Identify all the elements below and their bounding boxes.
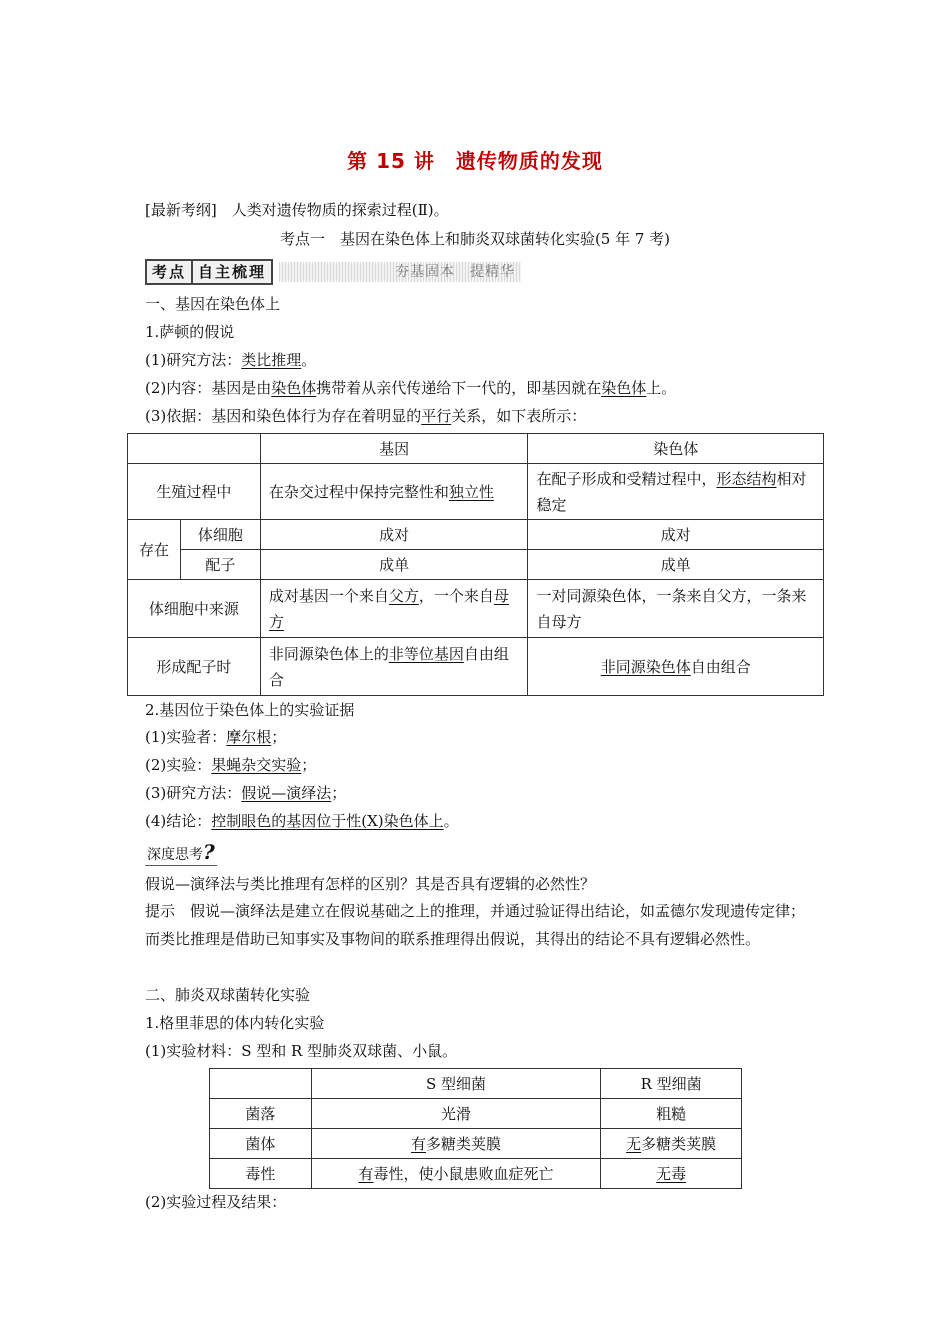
table-header-chromosome: 染色体 xyxy=(528,434,824,464)
section-banner xyxy=(145,259,521,285)
cell-origin-gene: 成对基因一个来自父方，一个来自母方 xyxy=(260,580,528,638)
question-mark-icon: ? xyxy=(203,840,215,864)
table-header-empty xyxy=(128,434,261,464)
cell-colony-r: 粗糙 xyxy=(601,1099,742,1129)
item-experiment: (2)实验：果蝇杂交实验； xyxy=(145,756,317,774)
table-header-gene: 基因 xyxy=(260,434,528,464)
table2-header-empty xyxy=(210,1069,312,1099)
page-title: 第 15 讲 遗传物质的发现 xyxy=(347,149,603,173)
thinking-answer: 提示 假说—演绎法是建立在假说基础之上的推理，并通过验证得出结论，如孟德尔发现遗传定律；而类比推理是借助已知事实及事物间的联系推理得出假说，其得出的结论不具有逻辑必然性。 xyxy=(145,902,806,948)
section-heading-2: 二、肺炎双球菌转化实验 xyxy=(145,986,311,1004)
subheading-1: 1.萨顿的假说 xyxy=(145,323,235,341)
cell-somatic-chrom: 成对 xyxy=(528,520,824,550)
cell-origin-chrom: 一对同源染色体，一条来自父方，一条来自母方 xyxy=(528,580,824,638)
cell-process-gene: 在杂交过程中保持完整性和独立性 xyxy=(260,464,528,520)
bacteria-table xyxy=(209,1068,742,1189)
item-experimenter: (1)实验者：摩尔根； xyxy=(145,728,287,746)
cell-formation-gene: 非同源染色体上的非等位基因自由组合 xyxy=(260,638,528,696)
cell-somatic-gene: 成对 xyxy=(260,520,528,550)
row-label-gamete-formation: 形成配子时 xyxy=(128,638,261,696)
table2-header-r: R 型细菌 xyxy=(601,1069,742,1099)
banner-label-2: 自主梳理 xyxy=(193,259,273,285)
cell-toxicity-r: 无毒 xyxy=(601,1159,742,1189)
cell-gamete-gene: 成单 xyxy=(260,550,528,580)
item-content: (2)内容：基因是由染色体携带着从亲代传递给下一代的，即基因就在染色体上。 xyxy=(145,379,677,397)
exam-point-heading: 考点一 基因在染色体上和肺炎双球菌转化实验(5 年 7 考) xyxy=(279,230,671,248)
banner-slogan: 夯基固本 提精华 xyxy=(279,262,521,282)
deep-thinking-tag: 深度思考? xyxy=(147,840,215,864)
cell-body-r: 无多糖类荚膜 xyxy=(601,1129,742,1159)
gene-chromosome-table xyxy=(127,433,824,696)
item-method: (1)研究方法：类比推理。 xyxy=(145,351,317,369)
banner-label-1: 考点 xyxy=(145,259,193,285)
section-heading-1: 一、基因在染色体上 xyxy=(145,295,281,313)
row-sublabel-somatic: 体细胞 xyxy=(180,520,260,550)
item-research-method: (3)研究方法：假说—演绎法； xyxy=(145,784,347,802)
item-materials: (1)实验材料：S 型和 R 型肺炎双球菌、小鼠。 xyxy=(145,1042,458,1060)
row-label-colony: 菌落 xyxy=(210,1099,312,1129)
cell-process-chrom: 在配子形成和受精过程中，形态结构相对稳定 xyxy=(528,464,824,520)
cell-formation-chrom: 非同源染色体自由组合 xyxy=(528,638,824,696)
item-process: (2)实验过程及结果： xyxy=(145,1193,287,1211)
subheading-2: 2.基因位于染色体上的实验证据 xyxy=(145,701,355,719)
row-label-origin: 体细胞中来源 xyxy=(128,580,261,638)
item-basis: (3)依据：基因和染色体行为存在着明显的平行关系，如下表所示： xyxy=(145,407,587,425)
table2-header-s: S 型细菌 xyxy=(311,1069,600,1099)
thinking-question: 假说—演绎法与类比推理有怎样的区别？其是否具有逻辑的必然性？ xyxy=(145,875,596,893)
item-conclusion: (4)结论：控制眼色的基因位于性(X)染色体上。 xyxy=(145,812,459,830)
syllabus-line: [最新考纲] 人类对遗传物质的探索过程(Ⅱ)。 xyxy=(145,201,449,219)
cell-toxicity-s: 有毒性，使小鼠患败血症死亡 xyxy=(311,1159,600,1189)
row-label-exist: 存在 xyxy=(128,520,181,580)
subheading-griffith: 1.格里菲思的体内转化实验 xyxy=(145,1014,325,1032)
cell-body-s: 有多糖类荚膜 xyxy=(311,1129,600,1159)
cell-gamete-chrom: 成单 xyxy=(528,550,824,580)
cell-colony-s: 光滑 xyxy=(311,1099,600,1129)
row-label-body: 菌体 xyxy=(210,1129,312,1159)
row-label-toxicity: 毒性 xyxy=(210,1159,312,1189)
row-label-process: 生殖过程中 xyxy=(128,464,261,520)
row-sublabel-gamete: 配子 xyxy=(180,550,260,580)
